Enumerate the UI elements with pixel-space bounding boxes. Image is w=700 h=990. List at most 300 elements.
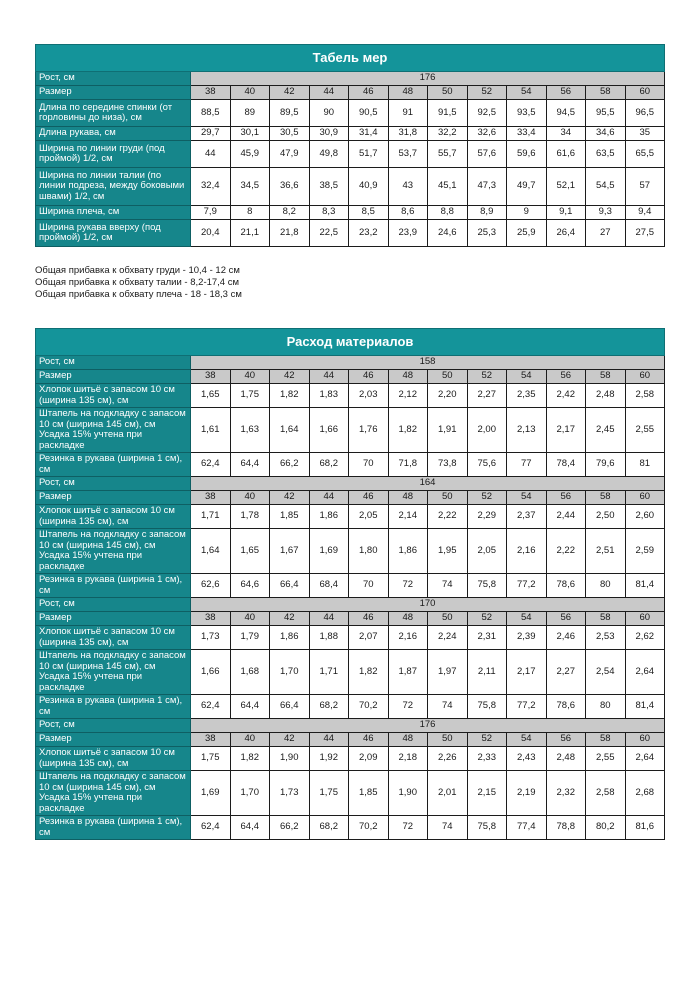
value-cell: 2,55 (625, 408, 665, 453)
row-label: Штапель на подкладку с запасом 10 см (ширина 145 см), см Усадка 15% учтена при раскладке (36, 529, 191, 574)
value-cell: 1,97 (428, 650, 468, 695)
size-cell: 60 (625, 491, 665, 505)
value-cell: 64,4 (230, 453, 270, 477)
value-cell: 2,46 (546, 626, 586, 650)
row-label: Ширина плеча, см (36, 206, 191, 220)
size-cell: 42 (270, 86, 310, 100)
row-label: Хлопок шитьё с запасом 10 см (ширина 135 см), см (36, 747, 191, 771)
value-cell: 78,6 (546, 574, 586, 598)
value-cell: 30,5 (270, 127, 310, 141)
value-cell: 81,4 (625, 574, 665, 598)
value-cell: 47,9 (270, 141, 310, 168)
data-row (36, 206, 665, 220)
size-cell: 44 (309, 612, 349, 626)
value-cell: 8,9 (467, 206, 507, 220)
value-cell: 44 (191, 141, 231, 168)
value-cell: 32,2 (428, 127, 468, 141)
size-cell: 54 (507, 733, 547, 747)
value-cell: 43 (388, 168, 428, 206)
size-cell: 38 (191, 733, 231, 747)
row-label: Ширина по линии груди (под проймой) 1/2, см (36, 141, 191, 168)
value-cell: 2,42 (546, 384, 586, 408)
value-cell: 2,68 (625, 771, 665, 816)
value-cell: 72 (388, 816, 428, 840)
value-cell: 55,7 (428, 141, 468, 168)
size-cell: 60 (625, 86, 665, 100)
size-cell: 40 (230, 86, 270, 100)
value-cell: 1,95 (428, 529, 468, 574)
value-cell: 8,2 (270, 206, 310, 220)
value-cell: 89 (230, 100, 270, 127)
value-cell: 78,6 (546, 695, 586, 719)
value-cell: 1,68 (230, 650, 270, 695)
value-cell: 31,4 (349, 127, 389, 141)
value-cell: 49,8 (309, 141, 349, 168)
value-cell: 1,90 (388, 771, 428, 816)
value-cell: 2,17 (507, 650, 547, 695)
value-cell: 2,22 (428, 505, 468, 529)
value-cell: 1,63 (230, 408, 270, 453)
height-value: 170 (191, 598, 665, 612)
value-cell: 77 (507, 453, 547, 477)
value-cell: 32,4 (191, 168, 231, 206)
value-cell: 57 (625, 168, 665, 206)
value-cell: 93,5 (507, 100, 547, 127)
value-cell: 2,64 (625, 747, 665, 771)
height-value: 176 (191, 72, 665, 86)
value-cell: 68,4 (309, 574, 349, 598)
value-cell: 1,91 (428, 408, 468, 453)
value-cell: 7,9 (191, 206, 231, 220)
value-cell: 70,2 (349, 816, 389, 840)
value-cell: 1,85 (349, 771, 389, 816)
value-cell: 32,6 (467, 127, 507, 141)
data-row (36, 626, 665, 650)
value-cell: 90,5 (349, 100, 389, 127)
size-cell: 58 (586, 733, 626, 747)
size-cell: 42 (270, 733, 310, 747)
value-cell: 8,5 (349, 206, 389, 220)
value-cell: 1,75 (191, 747, 231, 771)
note-shoulder-allowance: Общая прибавка к обхвату плеча - 18 - 18,3 см (35, 289, 242, 300)
value-cell: 2,48 (546, 747, 586, 771)
measurements-title-row (36, 45, 665, 72)
value-cell: 95,5 (586, 100, 626, 127)
value-cell: 34,6 (586, 127, 626, 141)
value-cell: 2,16 (388, 626, 428, 650)
materials-table (35, 328, 665, 840)
value-cell: 72 (388, 574, 428, 598)
value-cell: 45,1 (428, 168, 468, 206)
size-cell: 44 (309, 86, 349, 100)
value-cell: 1,82 (388, 408, 428, 453)
size-row (36, 86, 665, 100)
size-cell: 52 (467, 612, 507, 626)
value-cell: 1,66 (191, 650, 231, 695)
value-cell: 1,67 (270, 529, 310, 574)
value-cell: 23,2 (349, 220, 389, 247)
value-cell: 2,64 (625, 650, 665, 695)
value-cell: 34,5 (230, 168, 270, 206)
value-cell: 24,6 (428, 220, 468, 247)
value-cell: 79,6 (586, 453, 626, 477)
size-row (36, 491, 665, 505)
value-cell: 66,2 (270, 816, 310, 840)
value-cell: 45,9 (230, 141, 270, 168)
value-cell: 9,4 (625, 206, 665, 220)
value-cell: 31,8 (388, 127, 428, 141)
value-cell: 1,65 (191, 384, 231, 408)
size-cell: 40 (230, 491, 270, 505)
value-cell: 2,62 (625, 626, 665, 650)
value-cell: 8,6 (388, 206, 428, 220)
measurements-title: Табель мер (36, 45, 665, 72)
value-cell: 23,9 (388, 220, 428, 247)
value-cell: 75,6 (467, 453, 507, 477)
value-cell: 88,5 (191, 100, 231, 127)
value-cell: 66,4 (270, 695, 310, 719)
value-cell: 1,90 (270, 747, 310, 771)
size-cell: 48 (388, 612, 428, 626)
value-cell: 72 (388, 695, 428, 719)
value-cell: 8 (230, 206, 270, 220)
value-cell: 25,3 (467, 220, 507, 247)
materials-title-row (36, 329, 665, 356)
height-label: Рост, см (36, 598, 191, 612)
value-cell: 8,8 (428, 206, 468, 220)
size-cell: 50 (428, 491, 468, 505)
value-cell: 2,14 (388, 505, 428, 529)
value-cell: 1,69 (191, 771, 231, 816)
size-cell: 56 (546, 86, 586, 100)
value-cell: 64,6 (230, 574, 270, 598)
size-cell: 56 (546, 491, 586, 505)
size-cell: 48 (388, 86, 428, 100)
value-cell: 1,75 (309, 771, 349, 816)
value-cell: 54,5 (586, 168, 626, 206)
value-cell: 75,8 (467, 574, 507, 598)
value-cell: 2,43 (507, 747, 547, 771)
row-label: Резинка в рукава (ширина 1 см), см (36, 574, 191, 598)
value-cell: 66,2 (270, 453, 310, 477)
value-cell: 1,73 (191, 626, 231, 650)
value-cell: 1,73 (270, 771, 310, 816)
row-label: Хлопок шитьё с запасом 10 см (ширина 135 см), см (36, 505, 191, 529)
size-cell: 56 (546, 733, 586, 747)
value-cell: 2,48 (586, 384, 626, 408)
value-cell: 70,2 (349, 695, 389, 719)
size-cell: 60 (625, 370, 665, 384)
value-cell: 9 (507, 206, 547, 220)
size-cell: 52 (467, 491, 507, 505)
value-cell: 68,2 (309, 816, 349, 840)
value-cell: 2,27 (546, 650, 586, 695)
value-cell: 2,19 (507, 771, 547, 816)
value-cell: 1,64 (191, 529, 231, 574)
row-label: Резинка в рукава (ширина 1 см), см (36, 453, 191, 477)
value-cell: 70 (349, 574, 389, 598)
row-label: Хлопок шитьё с запасом 10 см (ширина 135 см), см (36, 384, 191, 408)
row-label: Ширина рукава вверху (под проймой) 1/2, см (36, 220, 191, 247)
value-cell: 1,92 (309, 747, 349, 771)
measurements-table-section (35, 44, 664, 247)
size-cell: 48 (388, 491, 428, 505)
height-row (36, 477, 665, 491)
value-cell: 89,5 (270, 100, 310, 127)
value-cell: 1,79 (230, 626, 270, 650)
row-label: Ширина по линии талии (по линии подреза, между боковыми швами) 1/2, см (36, 168, 191, 206)
size-label: Размер (36, 491, 191, 505)
value-cell: 62,6 (191, 574, 231, 598)
value-cell: 1,69 (309, 529, 349, 574)
value-cell: 2,00 (467, 408, 507, 453)
value-cell: 2,16 (507, 529, 547, 574)
size-cell: 54 (507, 86, 547, 100)
value-cell: 47,3 (467, 168, 507, 206)
value-cell: 2,15 (467, 771, 507, 816)
size-label: Размер (36, 370, 191, 384)
size-cell: 52 (467, 370, 507, 384)
row-label: Длина рукава, см (36, 127, 191, 141)
value-cell: 21,1 (230, 220, 270, 247)
height-label: Рост, см (36, 477, 191, 491)
value-cell: 81,4 (625, 695, 665, 719)
data-row (36, 100, 665, 127)
size-cell: 38 (191, 86, 231, 100)
data-row (36, 127, 665, 141)
data-row (36, 141, 665, 168)
value-cell: 71,8 (388, 453, 428, 477)
value-cell: 1,71 (309, 650, 349, 695)
value-cell: 29,7 (191, 127, 231, 141)
row-label: Длина по середине спинки (от горловины до низа), см (36, 100, 191, 127)
value-cell: 21,8 (270, 220, 310, 247)
note-chest-allowance: Общая прибавка к обхвату груди - 10,4 - 12 см (35, 265, 240, 276)
size-cell: 56 (546, 612, 586, 626)
size-cell: 44 (309, 491, 349, 505)
value-cell: 77,2 (507, 695, 547, 719)
value-cell: 1,65 (230, 529, 270, 574)
height-value: 158 (191, 356, 665, 370)
value-cell: 64,4 (230, 695, 270, 719)
value-cell: 30,1 (230, 127, 270, 141)
value-cell: 38,5 (309, 168, 349, 206)
height-row (36, 598, 665, 612)
value-cell: 2,55 (586, 747, 626, 771)
size-cell: 48 (388, 370, 428, 384)
value-cell: 2,09 (349, 747, 389, 771)
materials-table-section (35, 328, 664, 840)
value-cell: 80 (586, 574, 626, 598)
size-cell: 50 (428, 370, 468, 384)
value-cell: 1,80 (349, 529, 389, 574)
note-waist-allowance: Общая прибавка к обхвату талии - 8,2-17,4 см (35, 277, 240, 288)
size-label: Размер (36, 86, 191, 100)
value-cell: 1,70 (270, 650, 310, 695)
data-row (36, 408, 665, 453)
value-cell: 62,4 (191, 453, 231, 477)
value-cell: 1,82 (230, 747, 270, 771)
value-cell: 1,75 (230, 384, 270, 408)
value-cell: 20,4 (191, 220, 231, 247)
value-cell: 27 (586, 220, 626, 247)
value-cell: 90 (309, 100, 349, 127)
value-cell: 75,8 (467, 816, 507, 840)
value-cell: 74 (428, 816, 468, 840)
value-cell: 2,58 (586, 771, 626, 816)
value-cell: 1,76 (349, 408, 389, 453)
size-cell: 54 (507, 612, 547, 626)
value-cell: 2,01 (428, 771, 468, 816)
materials-title: Расход материалов (36, 329, 665, 356)
value-cell: 2,18 (388, 747, 428, 771)
data-row (36, 505, 665, 529)
size-cell: 40 (230, 612, 270, 626)
value-cell: 2,07 (349, 626, 389, 650)
data-row (36, 574, 665, 598)
value-cell: 2,11 (467, 650, 507, 695)
value-cell: 2,60 (625, 505, 665, 529)
value-cell: 63,5 (586, 141, 626, 168)
size-cell: 42 (270, 370, 310, 384)
value-cell: 2,50 (586, 505, 626, 529)
value-cell: 1,61 (191, 408, 231, 453)
value-cell: 66,4 (270, 574, 310, 598)
size-cell: 38 (191, 612, 231, 626)
value-cell: 1,82 (349, 650, 389, 695)
value-cell: 77,4 (507, 816, 547, 840)
size-cell: 60 (625, 612, 665, 626)
size-cell: 58 (586, 86, 626, 100)
size-row (36, 612, 665, 626)
data-row (36, 650, 665, 695)
size-cell: 58 (586, 612, 626, 626)
value-cell: 78,8 (546, 816, 586, 840)
value-cell: 64,4 (230, 816, 270, 840)
value-cell: 2,53 (586, 626, 626, 650)
size-cell: 54 (507, 491, 547, 505)
value-cell: 35 (625, 127, 665, 141)
value-cell: 33,4 (507, 127, 547, 141)
value-cell: 74 (428, 574, 468, 598)
row-label: Штапель на подкладку с запасом 10 см (ширина 145 см), см Усадка 15% учтена при раскладке (36, 650, 191, 695)
size-cell: 46 (349, 612, 389, 626)
size-cell: 46 (349, 86, 389, 100)
value-cell: 36,6 (270, 168, 310, 206)
size-cell: 60 (625, 733, 665, 747)
data-row (36, 384, 665, 408)
value-cell: 2,05 (349, 505, 389, 529)
value-cell: 65,5 (625, 141, 665, 168)
value-cell: 74 (428, 695, 468, 719)
value-cell: 34 (546, 127, 586, 141)
value-cell: 91,5 (428, 100, 468, 127)
value-cell: 80 (586, 695, 626, 719)
value-cell: 2,22 (546, 529, 586, 574)
value-cell: 2,24 (428, 626, 468, 650)
value-cell: 91 (388, 100, 428, 127)
value-cell: 62,4 (191, 816, 231, 840)
data-row (36, 453, 665, 477)
size-label: Размер (36, 733, 191, 747)
size-cell: 58 (586, 491, 626, 505)
data-row (36, 695, 665, 719)
value-cell: 2,51 (586, 529, 626, 574)
value-cell: 80,2 (586, 816, 626, 840)
value-cell: 2,26 (428, 747, 468, 771)
value-cell: 22,5 (309, 220, 349, 247)
data-row (36, 529, 665, 574)
size-cell: 54 (507, 370, 547, 384)
value-cell: 52,1 (546, 168, 586, 206)
value-cell: 2,39 (507, 626, 547, 650)
value-cell: 70 (349, 453, 389, 477)
size-cell: 50 (428, 86, 468, 100)
size-cell: 50 (428, 733, 468, 747)
value-cell: 27,5 (625, 220, 665, 247)
size-label: Размер (36, 612, 191, 626)
value-cell: 1,71 (191, 505, 231, 529)
row-label: Резинка в рукава (ширина 1 см), см (36, 816, 191, 840)
value-cell: 1,66 (309, 408, 349, 453)
value-cell: 73,8 (428, 453, 468, 477)
value-cell: 2,58 (625, 384, 665, 408)
value-cell: 81 (625, 453, 665, 477)
size-cell: 50 (428, 612, 468, 626)
size-cell: 46 (349, 733, 389, 747)
value-cell: 94,5 (546, 100, 586, 127)
value-cell: 9,1 (546, 206, 586, 220)
value-cell: 2,44 (546, 505, 586, 529)
value-cell: 2,27 (467, 384, 507, 408)
height-label: Рост, см (36, 719, 191, 733)
value-cell: 26,4 (546, 220, 586, 247)
value-cell: 59,6 (507, 141, 547, 168)
size-cell: 42 (270, 612, 310, 626)
value-cell: 1,82 (270, 384, 310, 408)
value-cell: 2,20 (428, 384, 468, 408)
size-cell: 40 (230, 733, 270, 747)
value-cell: 2,29 (467, 505, 507, 529)
measurements-table (35, 44, 665, 247)
value-cell: 1,78 (230, 505, 270, 529)
value-cell: 40,9 (349, 168, 389, 206)
data-row (36, 747, 665, 771)
value-cell: 2,17 (546, 408, 586, 453)
value-cell: 68,2 (309, 453, 349, 477)
value-cell: 2,05 (467, 529, 507, 574)
value-cell: 1,86 (270, 626, 310, 650)
value-cell: 2,31 (467, 626, 507, 650)
value-cell: 1,83 (309, 384, 349, 408)
size-cell: 56 (546, 370, 586, 384)
value-cell: 77,2 (507, 574, 547, 598)
value-cell: 81,6 (625, 816, 665, 840)
value-cell: 2,59 (625, 529, 665, 574)
value-cell: 2,32 (546, 771, 586, 816)
value-cell: 1,70 (230, 771, 270, 816)
value-cell: 1,86 (309, 505, 349, 529)
size-row (36, 733, 665, 747)
value-cell: 8,3 (309, 206, 349, 220)
value-cell: 2,54 (586, 650, 626, 695)
value-cell: 2,03 (349, 384, 389, 408)
value-cell: 30,9 (309, 127, 349, 141)
data-row (36, 220, 665, 247)
size-cell: 58 (586, 370, 626, 384)
allowance-notes (35, 265, 242, 301)
value-cell: 2,13 (507, 408, 547, 453)
